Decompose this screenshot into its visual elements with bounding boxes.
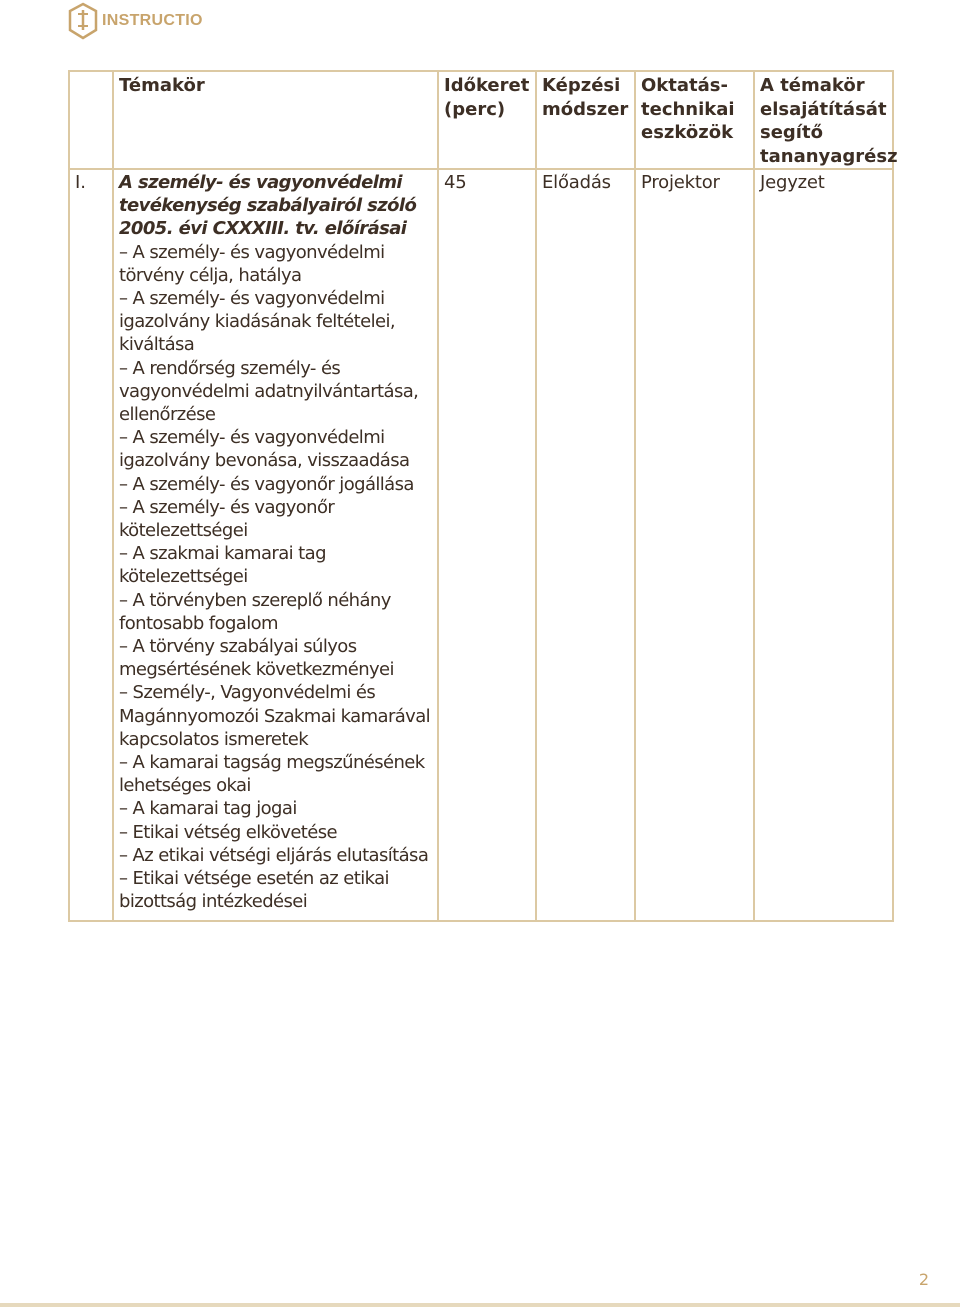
header-tools [635, 71, 754, 169]
topic-item: – A személy- és vagyonvédelmi igazolvány bevonása, visszaadása [119, 427, 410, 472]
topic-title: A személy- és vagyonvédelmi tevékenység szabályairól szóló 2005. évi CXXXIII. tv. előírásai [119, 172, 417, 240]
topic-item: – A személy- és vagyonőr kötelezettségei [119, 496, 335, 542]
topic-item: – A törvényben szereplő néhány fontosabb fogalom [119, 589, 391, 634]
topic-items-list [119, 241, 433, 914]
row-material: Jegyzet [754, 169, 893, 921]
page-number: 2 [918, 1270, 929, 1289]
topic-item: – A személy- és vagyonvédelmi igazolvány kiadásának feltételei, kiváltása [119, 288, 395, 356]
header-number [69, 71, 113, 169]
topic-item: – Etikai vétség elkövetése [119, 821, 337, 843]
syllabus-table [68, 70, 898, 922]
topic-item: – A szakmai kamarai tag kötelezettségei [119, 543, 326, 588]
table-row [69, 169, 893, 921]
topic-item: – A kamarai tagság megszűnésének lehetséges okai [119, 752, 425, 797]
logo-emblem-icon [68, 2, 98, 40]
header-topic: Témakör [113, 71, 438, 169]
header-time-label: Időkeret (perc) [444, 75, 530, 120]
topic-item: – A rendőrség személy- és vagyonvédelmi adatnyilvántartása, ellenőrzése [119, 357, 419, 426]
header-time [438, 71, 536, 169]
topic-item: – A törvény szabályai súlyos megsértésének következményei [119, 636, 394, 681]
row-time: 45 [438, 169, 536, 921]
topic-item: – A kamarai tag jogai [119, 798, 297, 820]
topic-item: – Az etikai vétségi eljárás elutasítása [119, 844, 429, 866]
footer-rule [0, 1303, 960, 1307]
topic-item: – Személy-, Vagyonvédelmi és Magánnyomozói Szakmai kamarával kapcsolatos ismeretek [119, 682, 431, 750]
header-method [536, 71, 635, 169]
row-tools: Projektor [635, 169, 754, 921]
header-material-label: A témakör elsajátítását segítő tananyagrész [760, 75, 898, 167]
header-material [754, 71, 898, 169]
header-tools-label: Oktatás-technikai eszközök [641, 75, 735, 143]
header-method-label: Képzési módszer [542, 75, 629, 120]
logo-text: INSTRUCTIO [102, 12, 203, 29]
row-method: Előadás [536, 169, 635, 921]
topic-item: – A személy- és vagyonőr jogállása [119, 473, 414, 495]
topic-item: – A személy- és vagyonvédelmi törvény célja, hatálya [119, 241, 385, 286]
topic-item: – Etikai vétsége esetén az etikai bizottság intézkedései [119, 868, 389, 913]
instructio-logo [68, 2, 203, 40]
row-topic [113, 169, 438, 921]
row-number: I. [69, 169, 113, 921]
table-header-row [69, 71, 893, 169]
